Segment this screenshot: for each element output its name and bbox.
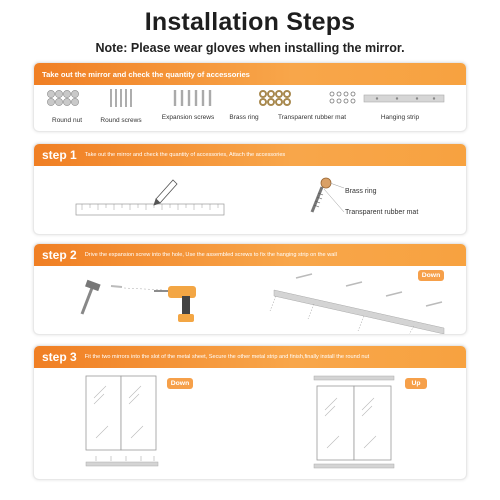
direction-tag-up: Up: [405, 378, 427, 389]
hanging-strip-icon: [364, 95, 444, 102]
step2-illustration: [34, 266, 467, 335]
step1-description: Take out the mirror and check the quantity of accessories, Attach the accessories: [84, 152, 286, 158]
accessories-header-bar: [34, 63, 466, 85]
step3-header-bar: [34, 346, 466, 368]
step3-illustration: [34, 368, 467, 480]
hammer-icon: [82, 280, 101, 314]
accessory-label-round-nut: Round nut: [52, 117, 82, 124]
page-title: Installation Steps: [144, 8, 356, 36]
accessories-card: [33, 62, 467, 132]
rubber-mat-icon: [330, 92, 355, 103]
step3-description: Fit the two mirrors into the slot of the metal sheet, Secure the other metal strip and finish,finally install the round nut: [84, 354, 370, 360]
drill-icon: [154, 286, 196, 322]
step2-card: [33, 243, 467, 335]
expansion-screw-small-icon: [111, 286, 122, 287]
screw-with-rings-icon: [312, 178, 344, 212]
accessories-illustration: [34, 85, 467, 132]
brass-ring-icon: [260, 91, 290, 105]
step1-illustration: [34, 166, 467, 235]
callout-rubber-mat: Transparent rubber mat: [345, 209, 419, 216]
step2-description: Drive the expansion screw into the hole, Use the assembled screws to fix the hanging strip on the wall: [84, 252, 337, 258]
step3-card: [33, 345, 467, 480]
ruler-icon: [76, 204, 224, 215]
round-nut-icon: [47, 90, 78, 105]
round-screws-icon: [111, 89, 131, 107]
accessory-label-brass-ring: Brass ring: [229, 114, 259, 121]
step1-card: [33, 143, 467, 235]
accessory-label-round-screws: Round screws: [100, 117, 142, 124]
accessories-header: Take out the mirror and check the quantity of accessories: [42, 69, 250, 79]
pencil-icon: [154, 180, 177, 205]
direction-tag-down: Down: [418, 270, 444, 281]
accessory-label-hanging-strip: Hanging strip: [380, 114, 420, 121]
hanging-strip-wall-icon: [270, 274, 444, 335]
step3-label: step 3: [42, 350, 77, 364]
expansion-screws-icon: [175, 90, 210, 106]
step2-header-bar: [34, 244, 466, 266]
direction-tag-down-step3: Down: [167, 378, 193, 389]
accessory-label-rubber-mat: Transparent rubber mat: [277, 114, 347, 121]
step1-header-bar: [34, 144, 466, 166]
accessory-label-expansion-screws: Expansion screws: [161, 114, 215, 121]
safety-note: Note: Please wear gloves when installing the mirror.: [95, 41, 405, 55]
step2-label: step 2: [42, 248, 77, 262]
callout-brass-ring: Brass ring: [345, 188, 377, 195]
mirror-pair-up-icon: [314, 376, 394, 468]
step1-label: step 1: [42, 148, 77, 162]
mirror-pair-down-icon: [86, 376, 158, 466]
